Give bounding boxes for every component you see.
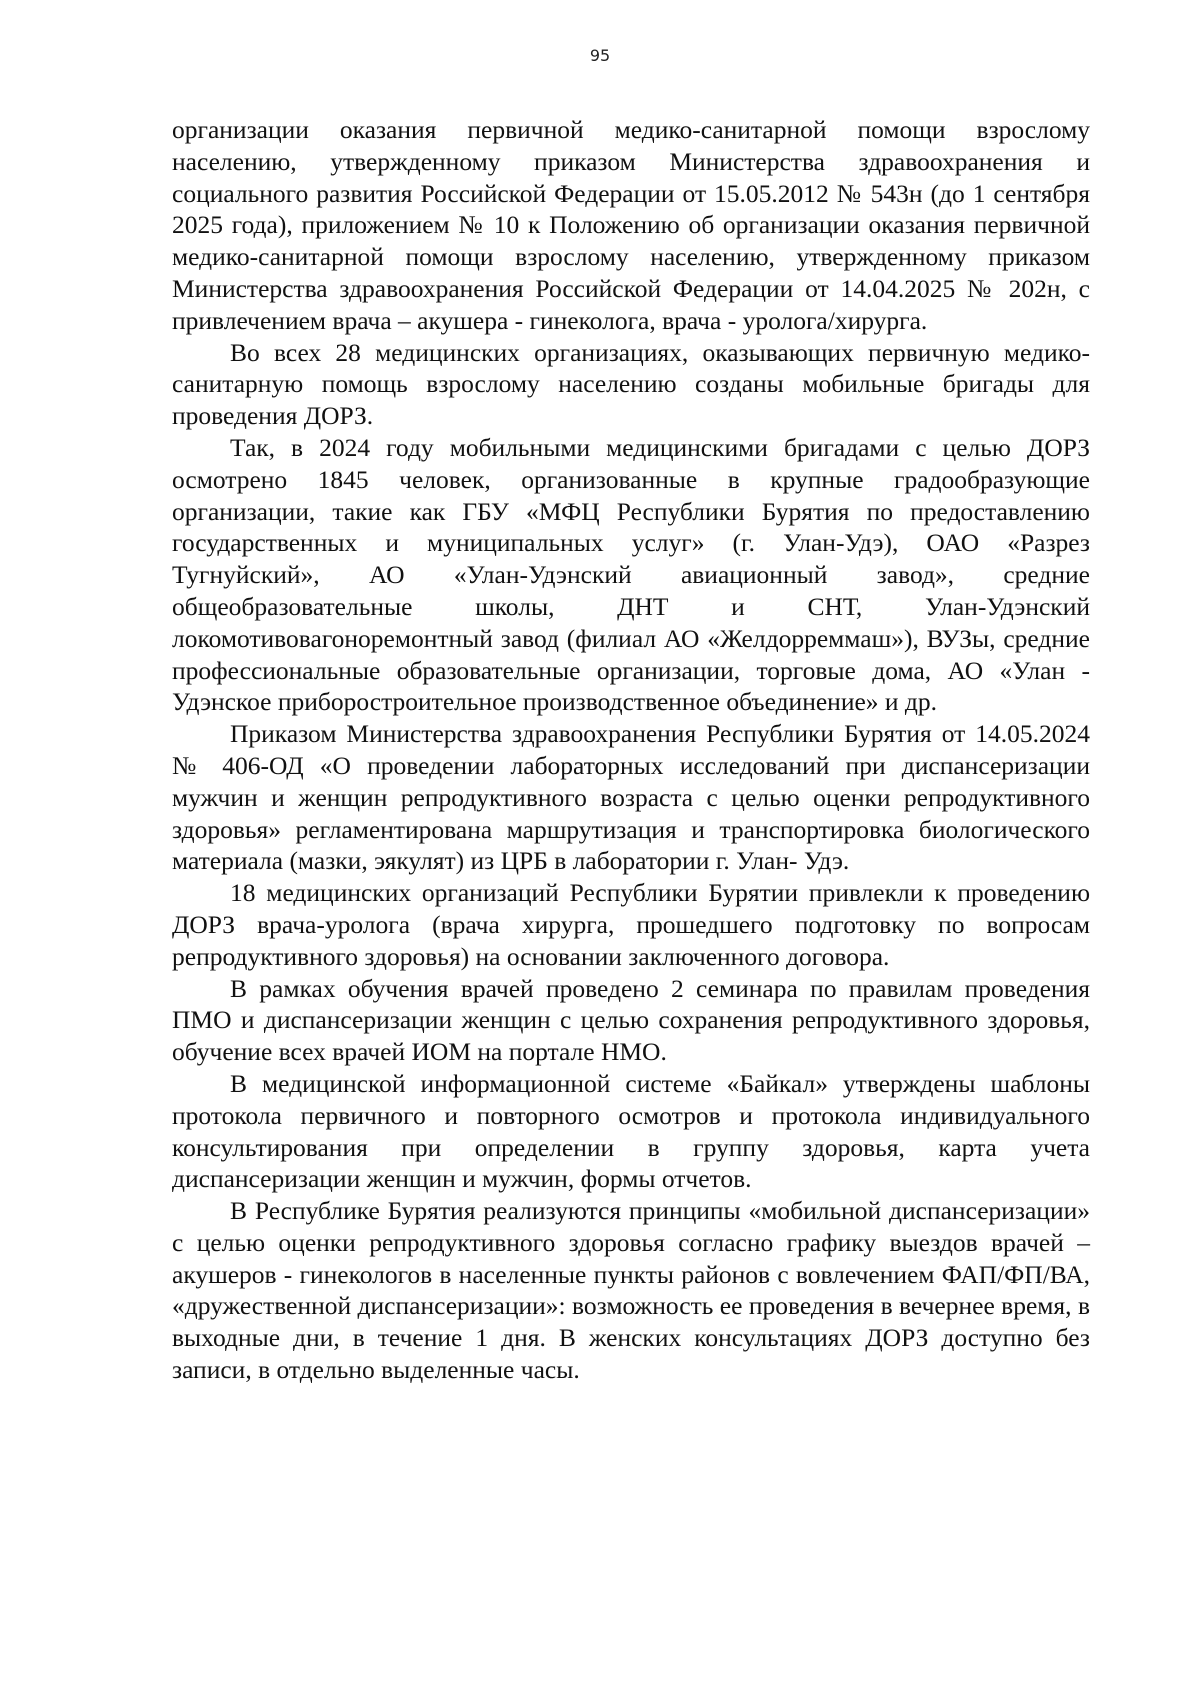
- paragraph-urologists: 18 медицинских организаций Республики Бурятии привлекли к проведению ДОРЗ врача-уролога (врача хирурга, прошедшего подготовку по вопросам репродуктивного здоровья) на основании заключенного договора.: [172, 878, 1090, 971]
- paragraph-2024-examinations: Так, в 2024 году мобильными медицинскими бригадами с целью ДОРЗ осмотрено 1845 человек, организованные в крупные градообразующие организации, такие как ГБУ «МФЦ Республики Бурятия по предоставлению государственных и муниципальных услуг» (г. Улан-Удэ), ОАО «Разрез Тугнуйский», АО «Улан-Удэнский авиационный завод», средние общеобразовательные школы, ДНТ и СНТ, Улан-Удэнский локомотивовагоноремонтный завод (филиал АО «Желдорреммаш»), ВУЗы, средние профессиональные образовательные организации, торговые дома, АО «Улан - Удэнское приборостроительное производственное объединение» и др.: [172, 432, 1090, 717]
- paragraph-ministry-order: Приказом Министерства здравоохранения Республики Бурятия от 14.05.2024 № 406-ОД «О проведении лабораторных исследований при диспансеризации мужчин и женщин репродуктивного возраста с целью оценки репродуктивного здоровья» регламентирована маршрутизация и транспортировка биологического материала (мазки, эякулят) из ЦРБ в лаборатории г. Улан- Удэ.: [172, 719, 1090, 876]
- paragraph-training: В рамках обучения врачей проведено 2 семинара по правилам проведения ПМО и диспансеризации женщин с целью сохранения репродуктивного здоровья, обучение всех врачей ИОМ на портале НМО.: [172, 973, 1090, 1067]
- paragraph-continuation: организации оказания первичной медико-санитарной помощи взрослому населению, утвержденному приказом Министерства здравоохранения и социального развития Российской Федерации от 15.05.2012 № 543н (до 1 сентября 2025 года), приложением № 10 к Положению об организации оказания первичной медико-санитарной помощи взрослому населению, утвержденному приказом Министерства здравоохранения Российской Федерации от 14.04.2025 № 202н, с привлечением врача – акушера - гинеколога, врача - уролога/хирурга.: [172, 115, 1090, 335]
- paragraph-mobile-teams: Во всех 28 медицинских организациях, оказывающих первичную медико-санитарную помощь взрослому населению созданы мобильные бригады для проведения ДОРЗ.: [172, 337, 1090, 431]
- document-body: [172, 114, 1090, 1386]
- paragraph-mobile-dispensarization: В Республике Бурятия реализуются принципы «мобильной диспансеризации» с целью оценки репродуктивного здоровья согласно графику выездов врачей – акушеров - гинекологов в населенные пункты районов с вовлечением ФАП/ФП/ВА, «дружественной диспансеризации»: возможность ее проведения в вечернее время, в выходные дни, в течение 1 дня. В женских консультациях ДОРЗ доступно без записи, в отдельно выделенные часы.: [172, 1196, 1090, 1385]
- paragraph-baikal-system: В медицинской информационной системе «Байкал» утверждены шаблоны протокола первичного и повторного осмотров и протокола индивидуального консультирования при определении в группу здоровья, карта учета диспансеризации женщин и мужчин, формы отчетов.: [172, 1068, 1090, 1194]
- page-number: 95: [589, 46, 611, 65]
